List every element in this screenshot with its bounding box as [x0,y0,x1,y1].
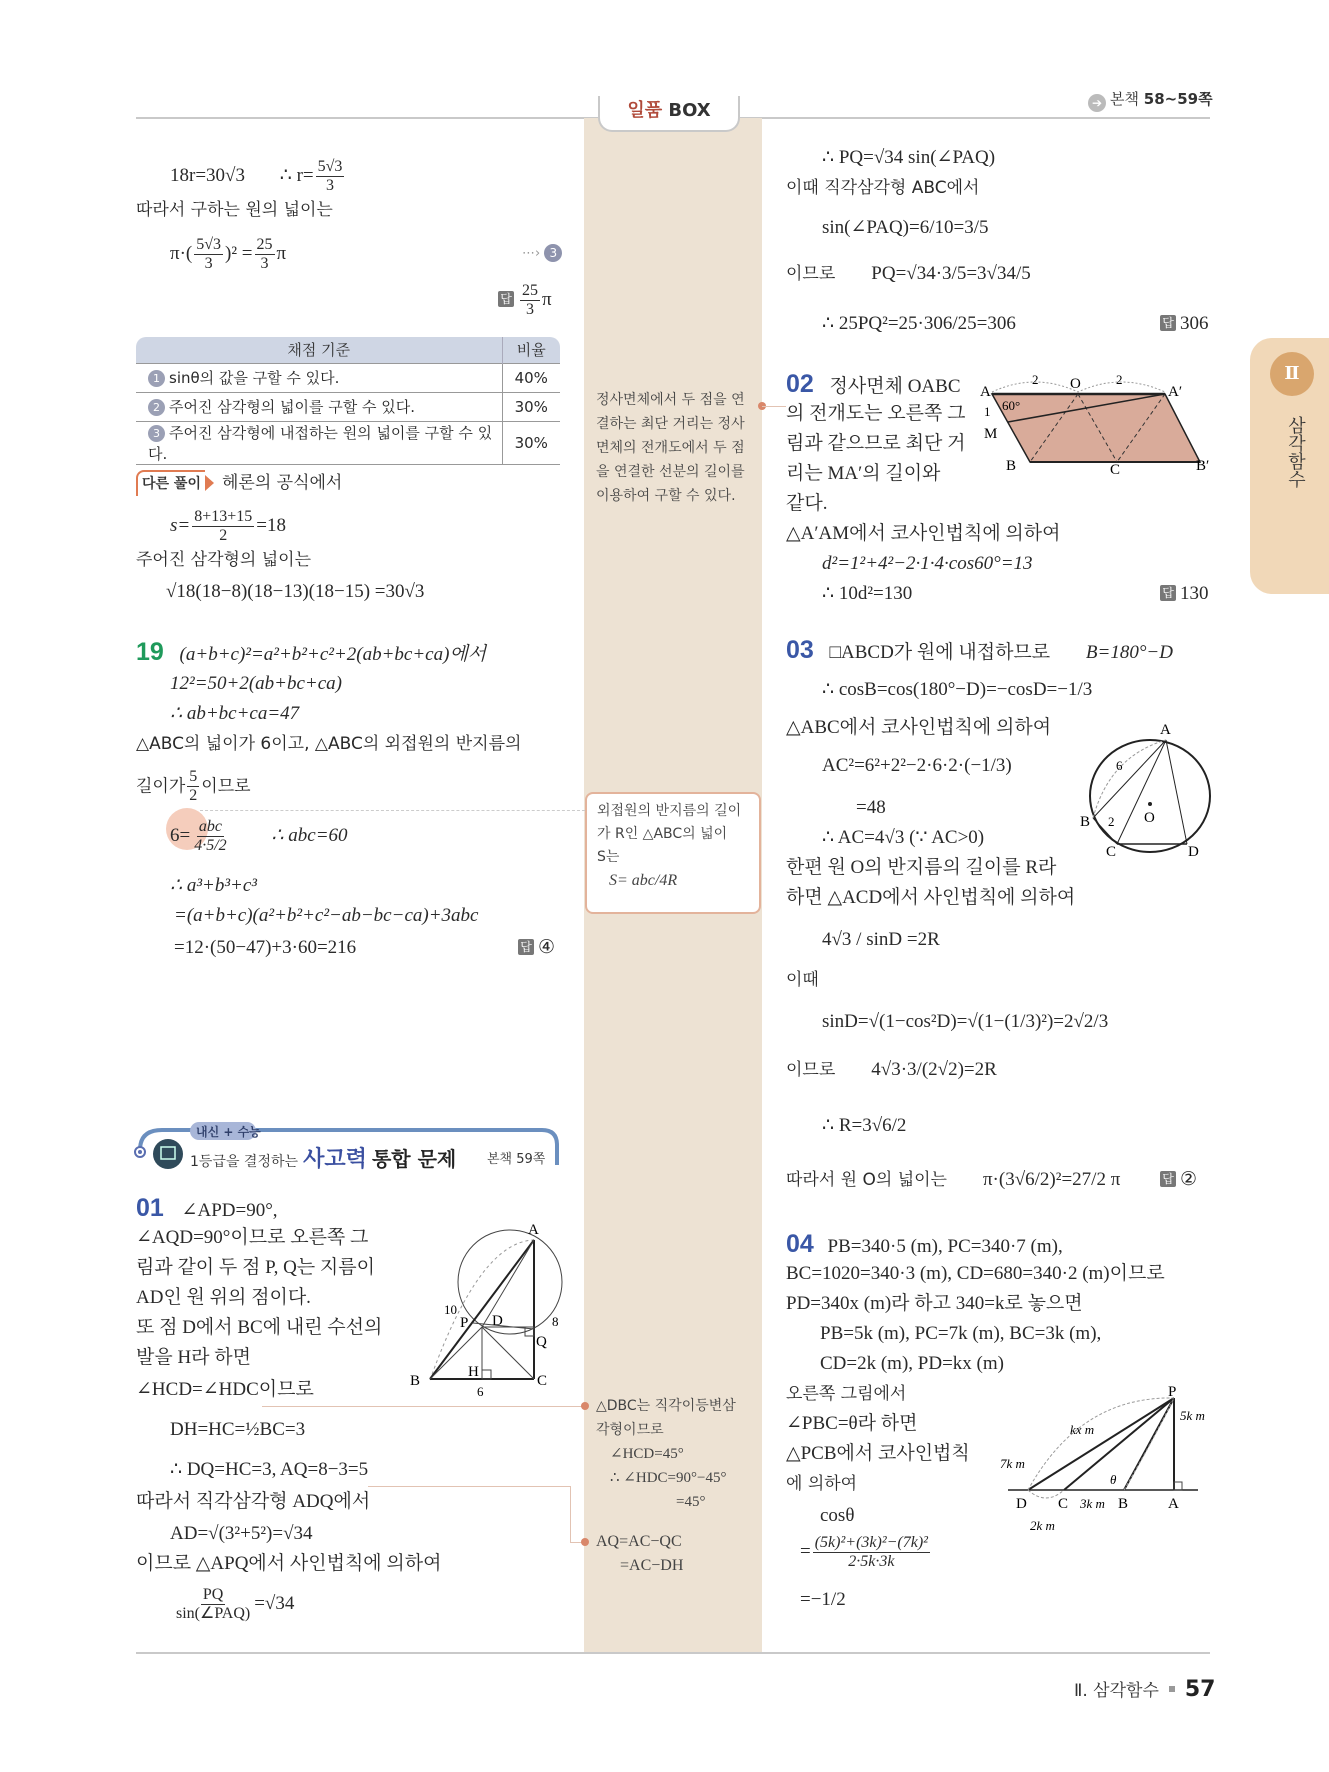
svg-text:A: A [528,1222,539,1238]
banner-title: 통합 문제 [371,1147,457,1171]
svg-text:D: D [1016,1496,1027,1512]
q01-figure [400,1200,580,1399]
q04-line1: 04 PB=340·5 (m), PC=340·7 (m), [786,1230,1063,1258]
eq-circle-area: π·( $\frac{5√3}{3}$ )² = $\frac{25}{3}$ π [170,236,287,272]
q02-answer: 답 130 [1160,582,1209,606]
q01-line7: ∠HCD=∠HDC이므로 [136,1379,314,1400]
svg-text:2: 2 [1032,372,1039,387]
svg-text:10: 10 [444,1302,457,1317]
svg-text:5k m: 5k m [1180,1408,1205,1423]
q01-line8: DH=HC=½BC=3 [170,1419,306,1440]
svg-text:kx m: kx m [1070,1422,1095,1437]
q04-line3: PD=340x (m)라 하고 340=k로 놓으면 [786,1293,1083,1314]
q01-right-line1: ∴ PQ=√34 sin(∠PAQ) [822,147,996,168]
q03-line3: △ABC에서 코사인법칙에 의하여 [786,717,1052,738]
q02-line4: 리는 MA′의 길이와 [786,463,941,484]
q01-line13: $\frac{PQ}{\text{sin(∠PAQ)}}$ =√34 [176,1586,295,1622]
question-number: 04 [786,1230,814,1258]
table-header-criterion: 채점 기준 [136,337,502,363]
svg-text:8: 8 [552,1314,559,1329]
answer-icon: 답 [1160,585,1176,601]
q03-circle-figure [1080,716,1220,860]
table-row: 3 주어진 삼각형에 내접하는 원의 넓이를 구할 수 있다. 30% [136,421,560,464]
q03-line6: ∴ AC=4√3 (∵ AC>0) [822,827,985,848]
connector-dashed [200,810,585,811]
q19-line7: ∴ a³+b³+c³ [170,875,258,896]
svg-text:7k m: 7k m [1000,1456,1025,1471]
question-number: 02 [786,370,814,398]
q02-line8: ∴ 10d²=130 [822,583,913,604]
q04-line6: 오른쪽 그림에서 [786,1384,907,1404]
box-note-isosceles: △DBC는 직각이등변삼 각형이므로 ∠HCD=45° ∴ ∠HDC=90°−45° =45° [596,1398,736,1510]
connector-line [762,406,786,407]
q03-answer: 답 ② [1160,1168,1197,1192]
q02-line7: d²=1²+4²−2·1·4·cos60°=13 [822,553,1033,574]
chapter-number: Ⅱ [1270,352,1314,396]
answer-icon: 답 [498,291,514,307]
q03-line13: ∴ R=3√6/2 [822,1115,907,1136]
arrow-right-icon: ➔ [1088,94,1106,112]
q04-line7: ∠PBC=θ라 하면 [786,1413,918,1434]
q01-right-line3: sin(∠PAQ)=6/10=3/5 [822,217,989,238]
eq-18r: 18r=30√3 ∴ r= $\frac{5√3}{3}$ [170,158,343,194]
svg-text:P: P [460,1315,469,1331]
q19-line9: =12·(50−47)+3·60=216 [174,937,357,958]
q02-net-figure [980,372,1210,478]
q19-line4: △ABC의 넓이가 6이고, △ABC의 외접원의 반지름의 [136,734,522,754]
question-number: 19 [136,638,164,666]
q01-line11: AD=√(3²+5²)=√34 [170,1523,313,1544]
svg-text:60°: 60° [1002,398,1021,413]
connector-line [262,1406,584,1407]
svg-text:C: C [1058,1496,1069,1512]
q04-line11: = $\frac{\text{(5k)²+(3k)²−(7k)²}}{2\cdot 5k\cdot 3k}$ [800,1534,928,1570]
answer-icon: 답 [1160,1171,1176,1187]
q03-line8: 하면 △ACD에서 사인법칙에 의하여 [786,887,1076,908]
separator-icon [1169,1686,1175,1692]
q04-line9: 에 의하여 [786,1474,858,1494]
q02-line2: 의 전개도는 오른쪽 그 [786,403,966,424]
alt-solution-tag: 다른 풀이 [136,470,205,496]
box-title: 일품 BOX [598,96,740,132]
grading-table [136,337,560,465]
q01-answer: 답 306 [1160,312,1209,336]
section-banner [132,1120,562,1180]
q19-line8: =(a+b+c)(a²+b²+c²−ab−bc−ca)+3abc [174,905,479,926]
connector-line [368,1486,570,1487]
svg-text:D: D [1188,844,1199,860]
q03-line11: sinD=√(1−cos²D)=√(1−(1/3)²)=2√2/3 [822,1011,1109,1032]
page-number: 57 [1184,1677,1216,1702]
svg-text:B: B [1006,458,1017,474]
q04-line12: =−1/2 [800,1589,846,1610]
q04-line2: BC=1020=340·3 (m), CD=680=340·2 (m)이므로 [786,1263,1165,1284]
svg-text:θ: θ [1110,1472,1117,1487]
svg-text:A: A [1160,722,1171,738]
svg-text:P: P [1168,1384,1177,1400]
page-footer [1074,1676,1216,1702]
alt-solution-heading: 다른 풀이 헤론의 공식에서 [136,470,342,496]
note-bullet [581,1538,589,1546]
svg-text:B: B [1080,814,1091,830]
svg-text:2: 2 [1108,814,1115,829]
q01-line2: ∠AQD=90°이므로 오른쪽 그 [136,1227,369,1248]
connector-line [570,1486,571,1542]
q01-line10: 따라서 직각삼각형 ADQ에서 [136,1491,371,1512]
svg-text:C: C [537,1373,548,1389]
q01-line9: ∴ DQ=HC=3, AQ=8−3=5 [170,1459,369,1480]
table-row: 1 sinθ의 값을 구할 수 있다. 40% [136,363,560,392]
text-area-intro: 따라서 구하는 원의 넓이는 [136,200,333,220]
svg-text:O: O [1070,376,1081,392]
footer-chapter: Ⅱ. 삼각함수 [1074,1681,1159,1701]
eq-heron-area: √18(18−8)(18−13)(18−15) =30√3 [166,581,425,602]
q01-right-line4: 이므로 PQ=√34·3/5=3√34/5 [786,263,1031,284]
svg-text:A: A [1168,1496,1179,1512]
svg-text:2k m: 2k m [1030,1518,1055,1533]
q03-line4: AC²=6²+2²−2·6·2·(−1/3) [822,755,1012,776]
step-marker-3: ⋯› 3 [522,244,562,262]
svg-text:A′: A′ [1168,384,1183,400]
box-note-tetrahedron: 정사면체에서 두 점을 연결하는 최단 거리는 정사면체의 전개도에서 두 점을 연결한 선분의 길이를 이용하여 구할 수 있다. [596,392,745,504]
box-note-aq: AQ=AC−QC =AC−DH [596,1533,684,1574]
answer-icon: 답 [1160,315,1176,331]
svg-text:A: A [980,384,991,400]
answer-25-3-pi: 답 $\frac{25}{3}$ π [498,282,552,319]
q03-line2: ∴ cosB=cos(180°−D)=−cosD=−1/3 [822,679,1093,700]
q19-line1: 19 (a+b+c)²=a²+b²+c²+2(ab+bc+ca)에서 [136,638,487,666]
svg-text:6: 6 [1116,758,1123,773]
chapter-side-tab[interactable] [1250,338,1329,594]
text-area: 주어진 삼각형의 넓이는 [136,550,312,570]
q03-line10: 이때 [786,970,819,990]
arrow-icon [205,475,214,491]
svg-text:3k m: 3k m [1080,1496,1105,1511]
q01-line3: 림과 같이 두 점 P, Q는 지름이 [136,1257,375,1278]
table-row: 2 주어진 삼각형의 넓이를 구할 수 있다. 30% [136,392,560,421]
q02-line1: 02 정사면체 OABC [786,370,961,398]
svg-text:M: M [984,426,998,442]
q01-line6: 발을 H라 하면 [136,1347,251,1368]
q01-right-line2: 이때 직각삼각형 ABC에서 [786,178,980,198]
banner-title-bold: 사고력 [303,1147,367,1172]
footer-rule [136,1652,1210,1654]
book-ref: ➔ 본책 58~59쪽 [1088,88,1213,112]
q04-line10: cosθ [820,1505,855,1526]
q01-line4: AD인 원 위의 점이다. [136,1287,311,1308]
eq-heron-s: s= $\frac{8+13+15}{2}$ =18 [170,508,286,544]
svg-text:6: 6 [477,1384,484,1399]
svg-text:2: 2 [1116,372,1123,387]
answer-icon: 답 [518,939,534,955]
svg-text:O: O [1144,810,1155,826]
svg-text:H: H [468,1364,479,1380]
q19-line3: ∴ ab+bc+ca=47 [170,703,300,724]
q01-line12: 이므로 △APQ에서 사인법칙에 의하여 [136,1553,442,1574]
q02-line5: 같다. [786,493,828,514]
q01-right-line5: ∴ 25PQ²=25·306/25=306 [822,313,1016,334]
q03-line12: 이므로 4√3·3/(2√2)=2R [786,1059,997,1080]
chapter-label: 삼각함수 [1285,416,1306,488]
q01-line1: 01 ∠APD=90°, [136,1194,278,1222]
svg-text:B′: B′ [1196,458,1210,474]
q19-line2: 12²=50+2(ab+bc+ca) [170,673,343,694]
q01-line5: 또 점 D에서 BC에 내린 수선의 [136,1317,383,1338]
svg-text:B: B [1118,1496,1129,1512]
note-bullet [581,1402,589,1410]
badge-naesin-suneung: 내신 + 수능 [196,1125,261,1139]
q04-line4: PB=5k (m), PC=7k (m), BC=3k (m), [820,1323,1102,1344]
question-number: 01 [136,1194,164,1222]
q19-line5: 길이가 $\frac{5}{2}$ 이므로 [136,768,251,804]
question-number: 03 [786,636,814,664]
banner-subtitle: 1등급을 결정하는 [190,1154,299,1170]
svg-text:C: C [1110,462,1121,478]
q03-line9: 4√3 / sinD =2R [822,929,940,950]
svg-text:B: B [410,1373,421,1389]
q04-figure [1000,1384,1220,1533]
svg-text:1: 1 [984,404,991,419]
q03-line14: 따라서 원 O의 넓이는 π·(3√6/2)²=27/2 π [786,1169,1121,1190]
banner-book-ref: 본책 59쪽 [487,1152,546,1167]
svg-text:C: C [1106,844,1117,860]
box-note-circumradius: 외접원의 반지름의 길이 가 R인 △ABC의 넓이 S는 S= abc/4R [585,792,761,914]
q02-line3: 림과 같으므로 최단 거 [786,433,966,454]
svg-text:Q: Q [536,1334,547,1350]
table-header-ratio: 비율 [502,337,560,363]
q04-line8: △PCB에서 코사인법칙 [786,1443,970,1464]
q19-answer: 답 ④ [518,936,555,960]
q19-line6: 6= $\frac{\text{abc}}{4\cdot 5/2}$ ∴ abc=60 [170,818,348,854]
svg-text:D: D [492,1313,503,1329]
q03-line5: =48 [856,797,886,818]
q04-line5: CD=2k (m), PD=kx (m) [820,1353,1004,1374]
q03-line1: 03 □ABCD가 원에 내접하므로 B=180°−D [786,636,1173,664]
q03-line7: 한편 원 O의 반지름의 길이를 R라 [786,857,1057,878]
q02-line6: △A′AM에서 코사인법칙에 의하여 [786,523,1061,544]
